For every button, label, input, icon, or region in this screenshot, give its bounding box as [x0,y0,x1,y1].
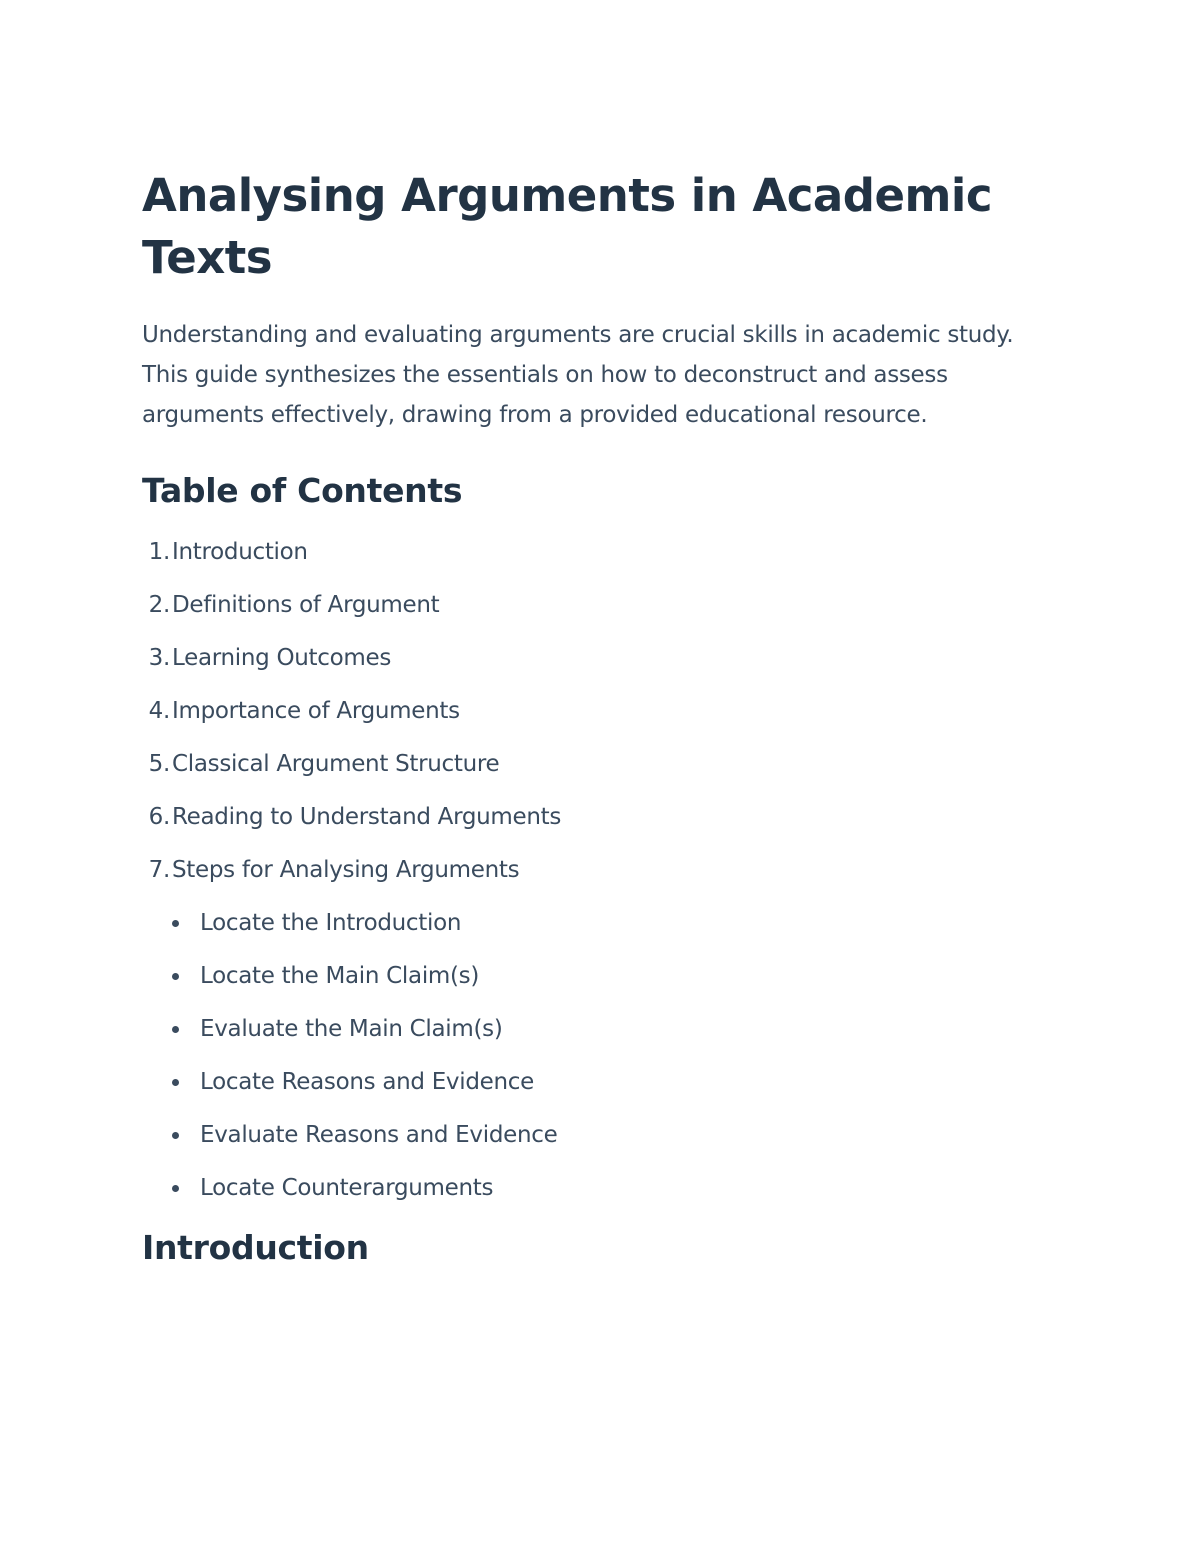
toc-item-number: 1. [148,539,170,565]
bullet-icon [172,1132,179,1139]
toc-sub-item-label: Locate Reasons and Evidence [200,1069,534,1095]
intro-paragraph: Understanding and evaluating arguments are crucial skills in academic study. This guide synthesizes the essentials on how to deconstruct and assess arguments effectively, drawing from a provided educational resource. [142,322,1014,428]
toc-item-number: 3. [148,645,170,671]
toc-item-number: 2. [148,592,170,618]
toc-item[interactable] [142,749,1042,779]
toc-item-label: Classical Argument Structure [172,751,500,777]
toc-sub-list [142,908,1042,1203]
bullet-icon [172,1026,179,1033]
toc-item[interactable] [142,802,1042,832]
toc-item-label: Reading to Understand Arguments [172,804,562,830]
section-heading-introduction: Introduction [142,1228,369,1267]
toc-sub-item[interactable] [142,1067,1042,1097]
toc-item-label: Learning Outcomes [172,645,392,671]
toc-sub-item[interactable] [142,961,1042,991]
toc-sub-item-label: Locate the Main Claim(s) [200,963,480,989]
toc-item[interactable] [142,590,1042,620]
bullet-icon [172,1079,179,1086]
toc-item[interactable] [142,643,1042,673]
bullet-icon [172,920,179,927]
toc-item[interactable] [142,696,1042,726]
toc-item[interactable] [142,537,1042,567]
toc-item-label: Importance of Arguments [172,698,460,724]
toc-sub-item-label: Evaluate the Main Claim(s) [200,1016,503,1042]
toc-sub-item[interactable] [142,1014,1042,1044]
toc-sub-item[interactable] [142,1120,1042,1150]
toc-item-label: Steps for Analysing Arguments [172,857,520,883]
toc-item[interactable] [142,855,1042,885]
toc-item-label: Introduction [172,539,308,565]
toc-item-number: 6. [148,804,170,830]
toc-sub-item-label: Locate the Introduction [200,910,462,936]
toc-sub-item[interactable] [142,908,1042,938]
toc-sub-item[interactable] [142,1173,1042,1203]
bullet-icon [172,1185,179,1192]
toc-item-number: 7. [148,857,170,883]
table-of-contents [142,537,1042,885]
toc-item-number: 5. [148,751,170,777]
document-title: Analysing Arguments in Academic Texts [142,169,993,284]
bullet-icon [172,973,179,980]
toc-item-label: Definitions of Argument [172,592,440,618]
toc-heading: Table of Contents [142,471,463,510]
toc-sub-item-label: Locate Counterarguments [200,1175,494,1201]
toc-item-number: 4. [148,698,170,724]
toc-sub-item-label: Evaluate Reasons and Evidence [200,1122,558,1148]
document-page [142,165,1042,1270]
